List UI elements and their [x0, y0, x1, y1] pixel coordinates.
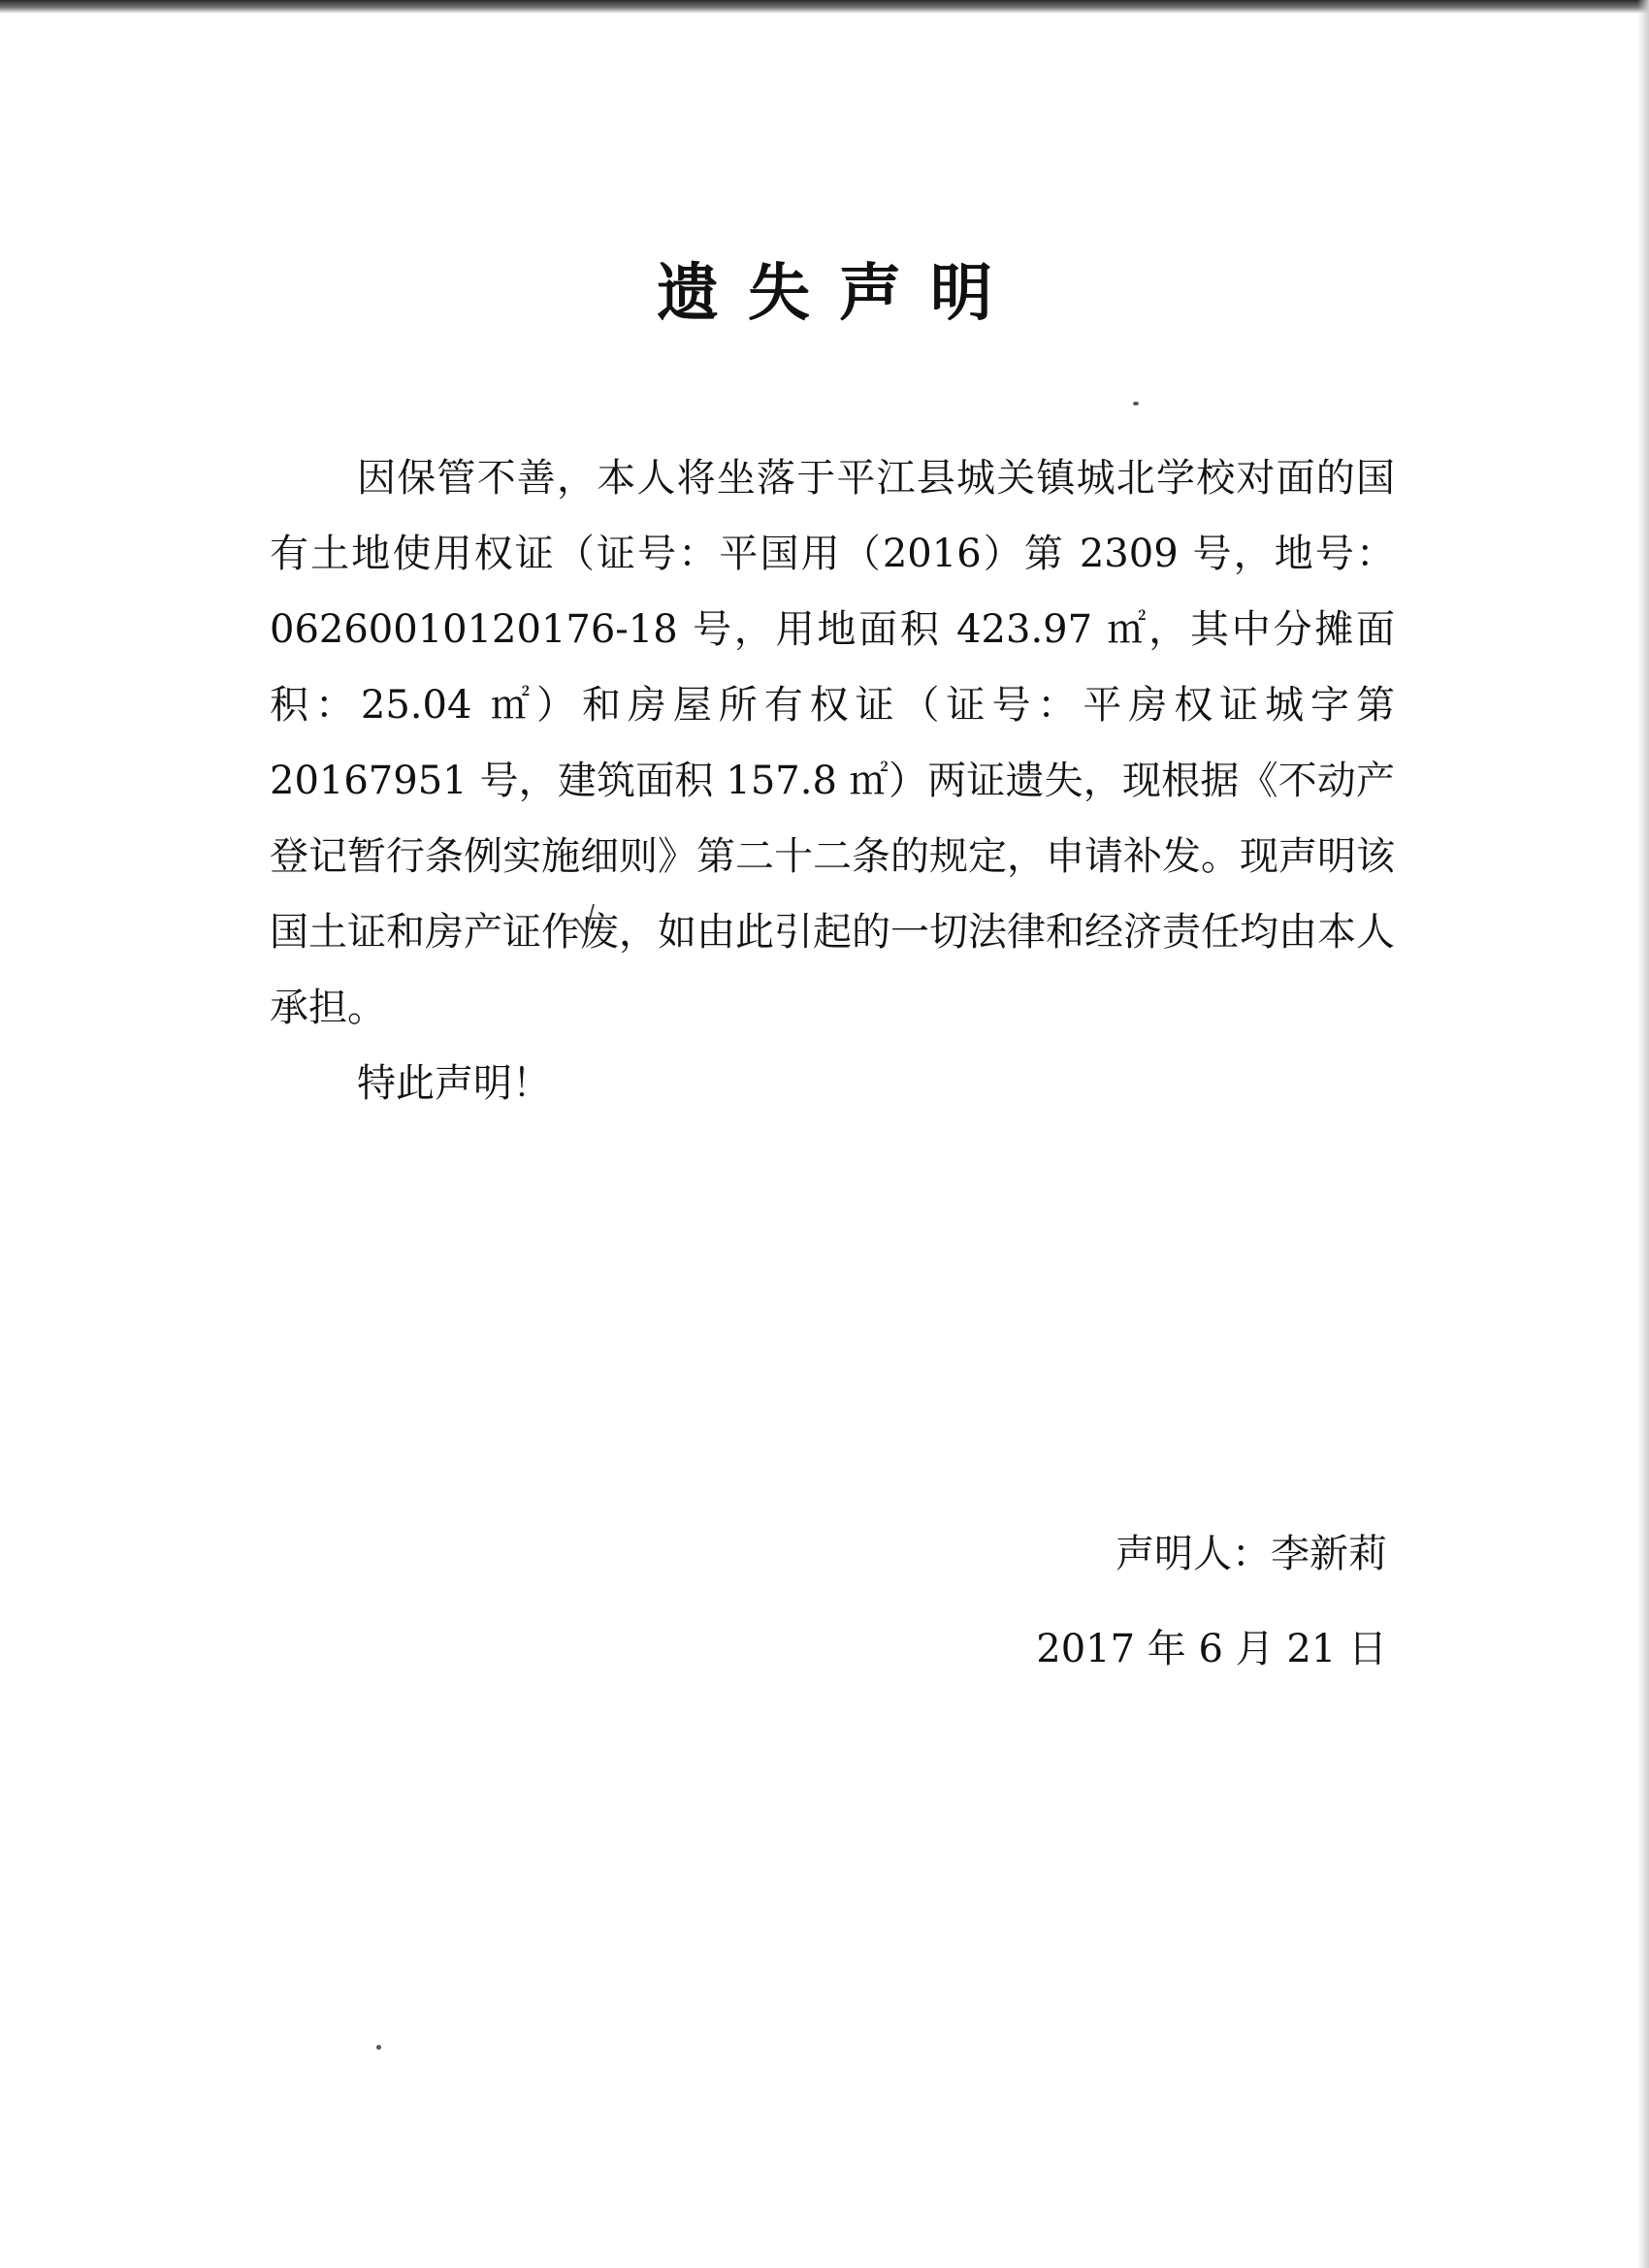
- statement-paragraph: 因保管不善，本人将坐落于平江县城关镇城北学校对面的国有土地使用权证（证号：平国用（2016）第 2309 号，地号：06260010120176-18 号，用地面积 423.97 ㎡，其中分摊面积：25.04 ㎡）和房屋所有权证（证号：平房权证城字第 20167951 号，建筑面积 157.8 ㎡）两证遗失，现根据《不动产登记暂行条例实施细则》第二十二条的规定，申请补发。现声明该国土证和房产证作废，如由此引起的一切法律和经济责任均由本人承担。: [270, 456, 1395, 1030]
- scan-speck: [1133, 402, 1139, 405]
- scan-edge-top: [0, 0, 1649, 14]
- scan-speck: [376, 2045, 381, 2050]
- signer-line: 声明人：李新莉: [1116, 1532, 1387, 1576]
- document-title: 遗失声明: [657, 258, 1021, 330]
- closing-line: 特此声明！: [357, 1061, 551, 1106]
- pen-check-mark: [572, 902, 601, 945]
- date-line: 2017 年 6 月 21 日: [1036, 1627, 1387, 1671]
- document-body: [270, 440, 1395, 1121]
- scan-edge-right: [1637, 0, 1649, 2268]
